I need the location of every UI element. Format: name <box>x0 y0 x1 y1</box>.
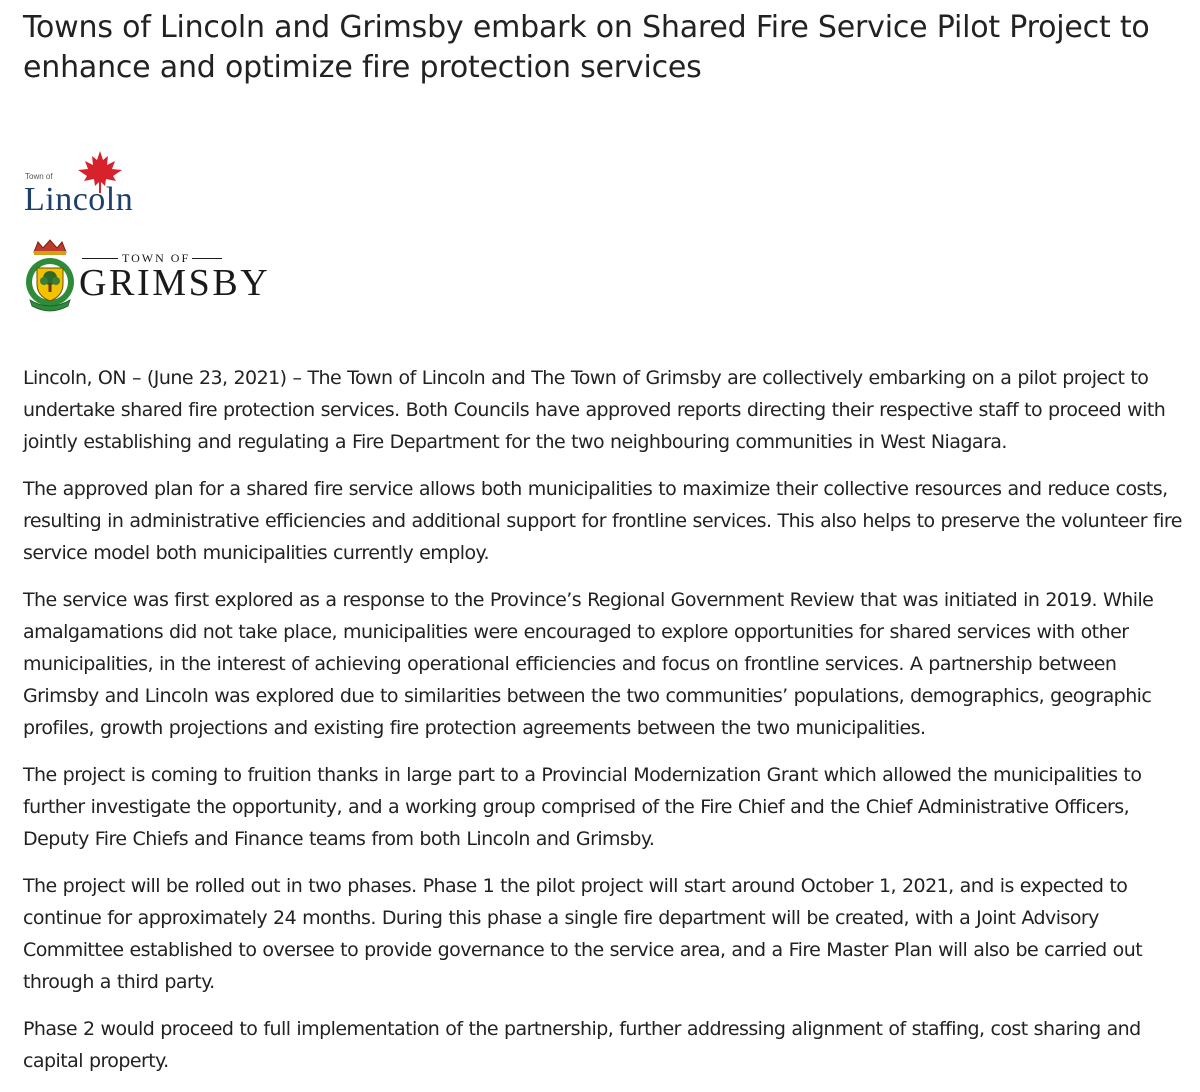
article-paragraph: The service was first explored as a response to the Province’s Regional Government Review that was initiated in 2019. While amalgamations did not take place, municipalities were encouraged to explore opportunities for shared services with other municipalities, in the interest of achieving operational efficiencies and focus on frontline services. A partnership between Grimsby and Lincoln was explored due to similarities between the two communities’ populations, demographics, geographic profiles, growth projections and existing fire protection agreements between the two municipalities. <box>23 589 1154 739</box>
lincoln-wordmark: Lincoln <box>24 181 134 218</box>
article-paragraph: Phase 2 would proceed to full implementation of the partnership, further addressing alignment of staffing, cost sharing and capital property. <box>23 1018 1141 1072</box>
town-of-grimsby-logo <box>24 238 284 318</box>
article-body <box>23 362 1188 1092</box>
article-title: Towns of Lincoln and Grimsby embark on Shared Fire Service Pilot Project to enhance and optimize fire protection services <box>23 10 1150 85</box>
article-paragraph: Lincoln, ON – (June 23, 2021) – The Town of Lincoln and The Town of Grimsby are collectively embarking on a pilot project to undertake shared fire protection services. Both Councils have approved reports directing their respective staff to proceed with jointly establishing and regulating a Fire Department for the two neighbouring communities in West Niagara. <box>23 367 1166 453</box>
town-of-left-rule <box>82 258 118 259</box>
article-paragraph: The approved plan for a shared fire service allows both municipalities to maximize their collective resources and reduce costs, resulting in administrative efficiencies and additional support for frontline services. This also helps to preserve the volunteer fire service model both municipalities currently employ. <box>23 478 1182 564</box>
lincoln-town-of-label: Town of <box>25 172 53 181</box>
town-of-right-rule <box>192 258 222 259</box>
article-paragraph: The project is coming to fruition thanks in large part to a Provincial Modernization Grant which allowed the municipalities to further investigate the opportunity, and a working group comprised of the Fire Chief and the Chief Administrative Officers, Deputy Fire Chiefs and Finance teams from both Lincoln and Grimsby. <box>23 764 1142 850</box>
grimsby-town-of-text: TOWN OF <box>122 251 191 265</box>
grimsby-wordmark: GRIMSBY <box>79 262 271 304</box>
article-paragraph: The project will be rolled out in two phases. Phase 1 the pilot project will start around October 1, 2021, and is expected to continue for approximately 24 months. During this phase a single fire department will be created, with a Joint Advisory Committee established to oversee to provide governance to the service area, and a Fire Master Plan will also be carried out through a third party. <box>23 875 1143 993</box>
town-of-lincoln-logo <box>24 150 164 220</box>
grimsby-crest-icon <box>24 238 76 314</box>
